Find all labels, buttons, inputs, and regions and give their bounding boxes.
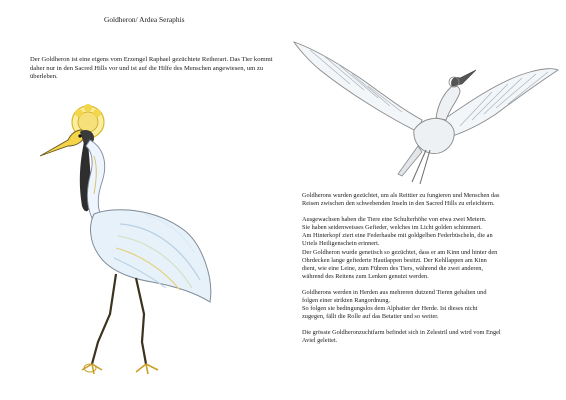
text-line: Ausgewachsen haben die Tiere eine Schulterhöhe von etwa zwei Metern.: [302, 216, 487, 224]
paragraph-farm: [302, 329, 550, 345]
text-line: Reisen zwischen den schwebenden Inseln in den Sacred Hills zu erleichtern.: [302, 200, 495, 208]
text-line: Am Hinterkopf ziert eine Federhaube mit goldgelben Federbüscheln, die an: [302, 232, 493, 240]
text-line: Uriels Heiligenschein erinnert.: [302, 240, 380, 248]
text-line: So folgen sie bedingungslos dem Alphatier der Herde. Ist dieses nicht: [302, 305, 478, 313]
intro-paragraph: Der Goldheron ist eine eigens vom Erzengel Raphael gezüchtete Reiherart. Das Tier kommt daher nur in den Sacred Hills vor und ist auf die Hilfe des Menschen angewiesen, um zu überleben.: [30, 56, 273, 81]
text-line: Ohrdecken lange gefiederte Hautlappen besitzt. Der Kehllappen am Kinn: [302, 256, 487, 264]
body-text: [302, 192, 550, 354]
text-line: Goldherons werden in Herden aus mehreren dutzend Tieren gehalten und: [302, 288, 487, 296]
paragraph-appearance: [302, 216, 550, 281]
paragraph-herd: [302, 289, 550, 321]
page-title: Goldheron/ Ardea Seraphis: [104, 15, 185, 24]
text-line: während des Reitens zum Lenken genutzt werden.: [302, 272, 429, 280]
text-line: Goldherons wurden gezüchtet, um als Reittier zu fungieren und Menschen das: [302, 192, 500, 199]
text-line: Aviel geleitet.: [302, 337, 338, 345]
paragraph-purpose: [302, 192, 550, 208]
text-line: Der Goldheron wurde genetisch so gezüchtet, dass er am Kinn und hinter den: [302, 248, 498, 256]
text-line: zugegen, fällt die Rolle auf das Betatier und so weiter.: [302, 313, 439, 321]
standing-heron-illustration: [24, 102, 220, 382]
text-line: Sie haben seidenweisses Gefieder, welches im Licht golden schimmert.: [302, 224, 482, 232]
text-line: folgen einer strikten Rangordnung.: [302, 297, 391, 305]
text-line: Die grösste Goldheronzuchtfarm befindet sich in Zelestril und wird vom Engel: [302, 329, 501, 337]
text-line: dient, wie eine Leine, zum Führen des Tiers, während die zwei anderen,: [302, 264, 483, 272]
flying-heron-illustration: [290, 34, 560, 194]
